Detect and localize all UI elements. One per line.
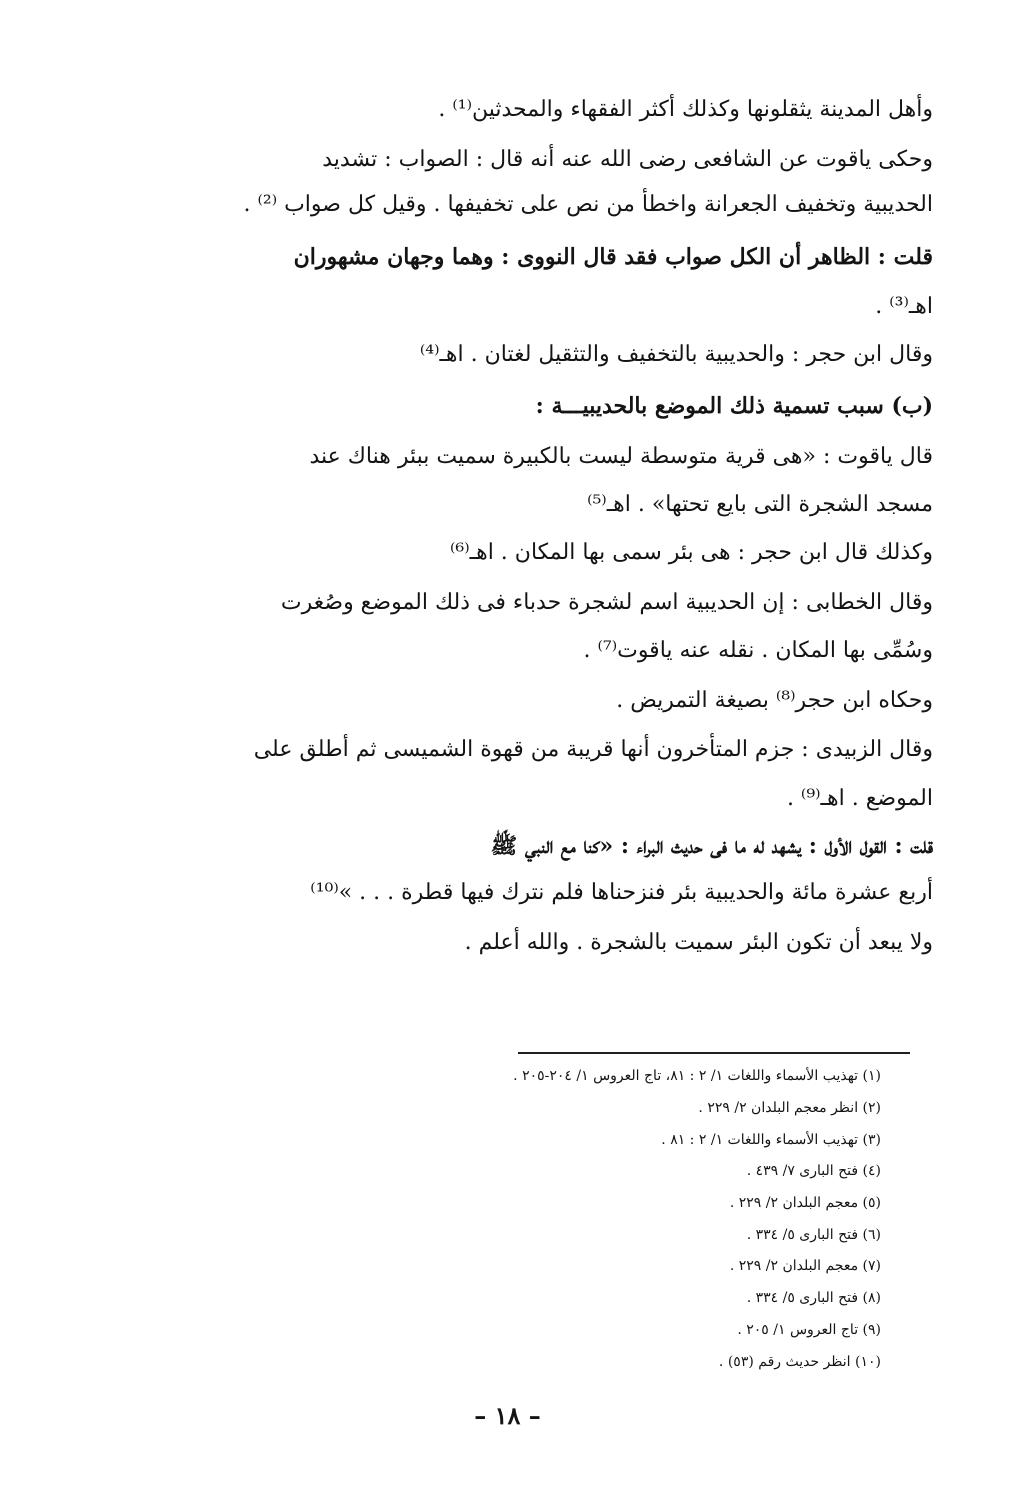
body-line: مسجد الشجرة التى بايع تحتها» . اهـ⁽⁵⁾: [587, 492, 933, 517]
footnote: (٤) فتح البارى ٧/ ٤٣٩ .: [746, 1163, 881, 1179]
body-line: الحديبية وتخفيف الجعرانة واخطأ من نص على تخفيفها . وقيل كل صواب ⁽²⁾ .: [243, 192, 933, 217]
footnote: (٥) معجم البلدان ٢/ ٢٢٩ .: [729, 1195, 881, 1211]
body-line: ولا يبعد أن تكون البئر سميت بالشجرة . والله أعلم .: [464, 930, 933, 955]
body-line: وقال ابن حجر : والحديبية بالتخفيف والتثقيل لغتان . اهـ⁽⁴⁾: [419, 342, 933, 367]
body-line: وكذلك قال ابن حجر : هى بئر سمى بها المكان . اهـ⁽⁶⁾: [450, 540, 933, 565]
footnote: (٢) انظر معجم البلدان ٢/ ٢٢٩ .: [698, 1100, 881, 1116]
footnote: (٣) تهذيب الأسماء واللغات ١/ ٢ : ٨١ .: [661, 1132, 881, 1148]
body-line: وحكاه ابن حجر⁽⁸⁾ بصيغة التمريض .: [616, 688, 933, 713]
page-number: – ١٨ –: [474, 1401, 541, 1430]
footnote: (٨) فتح البارى ٥/ ٣٣٤ .: [746, 1290, 881, 1306]
body-line: وقال الخطابى : إن الحديبية اسم لشجرة حدباء فى ذلك الموضع وصُغرت: [280, 590, 933, 615]
body-line: وقال الزبيدى : جزم المتأخرون أنها قريبة من قهوة الشميسى ثم أطلق على: [253, 737, 933, 762]
body-line: قلت : الظاهر أن الكل صواب فقد قال النووى : وهما وجهان مشهوران: [293, 244, 933, 270]
footnote: (٩) تاج العروس ١/ ٢٠٥ .: [737, 1322, 881, 1338]
section-heading: (ب) سبب تسمية ذلك الموضع بالحديبيـــة :: [535, 393, 933, 419]
body-line: قال ياقوت : «هى قرية متوسطة ليست بالكبيرة سميت ببئر هناك عند: [309, 444, 933, 469]
footnote: (٧) معجم البلدان ٢/ ٢٢٩ .: [729, 1258, 881, 1274]
footnote: (١٠) انظر حديث رقم (٥٣) .: [718, 1354, 881, 1370]
body-line: وأهل المدينة يثقلونها وكذلك أكثر الفقهاء والمحدثين⁽¹⁾ .: [438, 97, 933, 122]
footnote: (٦) فتح البارى ٥/ ٣٣٤ .: [746, 1227, 881, 1243]
body-line: الموضع . اهـ⁽⁹⁾ .: [786, 786, 933, 811]
body-line: أربع عشرة مائة والحديبية بئر فنزحناها فلم نترك فيها قطرة . . . »⁽¹⁰⁾: [310, 880, 933, 905]
body-line: وحكى ياقوت عن الشافعى رضى الله عنه أنه قال : الصواب : تشديد: [322, 147, 933, 172]
body-line: اهـ⁽³⁾ .: [875, 294, 933, 319]
body-line: وسُمِّى بها المكان . نقله عنه ياقوت⁽⁷⁾ .: [583, 638, 933, 663]
footnote: (١) تهذيب الأسماء واللغات ١/ ٢ : ٨١، تاج العروس ١/ ٢٠٤-٢٠٥ .: [513, 1068, 881, 1084]
footnote-divider: [518, 1052, 910, 1054]
body-line: قلت : القول الأول : يشهد له ما فى حديث البراء : «كنا مع النبي ﷺ: [490, 833, 933, 859]
